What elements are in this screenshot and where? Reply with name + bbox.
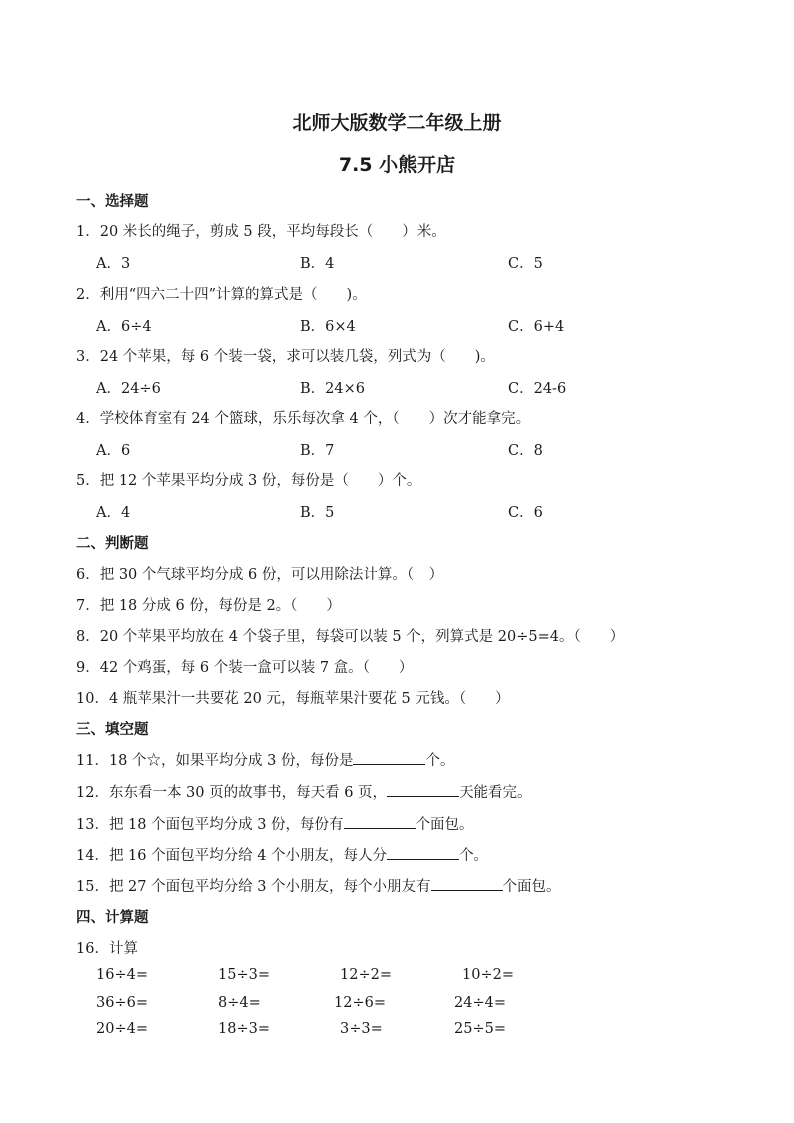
calc-item: 12÷6=: [334, 995, 386, 1011]
section-heading-choice: 一、选择题: [76, 194, 149, 210]
calc-item: 8÷4=: [218, 995, 261, 1011]
question-11-suffix: 个。: [425, 753, 455, 769]
section-heading-judge: 二、判断题: [76, 536, 149, 552]
question-1: 1．20 米长的绳子，剪成 5 段，平均每段长（ ）米。: [76, 224, 446, 240]
question-4: 4．学校体育室有 24 个篮球，乐乐每次拿 4 个，（ ）次才能拿完。: [76, 411, 531, 427]
page-subtitle: 7.5 小熊开店: [338, 154, 456, 176]
calc-item: 16÷4=: [96, 967, 148, 983]
question-8: 8．20 个苹果平均放在 4 个袋子里，每袋可以装 5 个，列算式是 20÷5=4。（ ）: [76, 629, 625, 645]
question-14: [76, 844, 488, 865]
calc-item: 20÷4=: [96, 1021, 148, 1037]
question-3: 3．24 个苹果，每 6 个装一袋，求可以装几袋，列式为（ )。: [76, 349, 495, 365]
calc-item: 18÷3=: [218, 1021, 270, 1037]
calc-item: 12÷2=: [340, 967, 392, 983]
question-15-suffix: 个面包。: [502, 879, 561, 895]
option-4a: A．6: [96, 443, 131, 459]
option-2c: C．6+4: [508, 319, 565, 335]
option-2a: A．6÷4: [96, 319, 152, 335]
question-12-text: 12．东东看一本 30 页的故事书，每天看 6 页，: [76, 785, 388, 801]
question-15-text: 15．把 27 个面包平均分给 3 个小朋友，每个小朋友有: [76, 879, 431, 895]
option-5a: A．4: [96, 505, 131, 521]
question-13: [76, 813, 474, 834]
section-heading-calc: 四、计算题: [76, 910, 149, 926]
option-4b: B．7: [300, 443, 335, 459]
calc-item: 15÷3=: [218, 967, 270, 983]
option-1a: A．3: [96, 256, 131, 272]
question-9: 9．42 个鸡蛋，每 6 个装一盒可以装 7 盒。（ ）: [76, 660, 414, 676]
calc-item: 36÷6=: [96, 995, 148, 1011]
question-12: [76, 781, 532, 802]
option-5b: B．5: [300, 505, 335, 521]
question-12-suffix: 天能看完。: [459, 785, 532, 801]
answer-blank-14[interactable]: [387, 845, 459, 860]
question-14-text: 14．把 16 个面包平均分给 4 个小朋友，每人分: [76, 848, 388, 864]
answer-blank-15[interactable]: [431, 876, 503, 891]
question-11-text: 11．18 个☆，如果平均分成 3 份，每份是: [76, 753, 354, 769]
option-3c: C．24-6: [508, 381, 567, 397]
question-13-text: 13．把 18 个面包平均分成 3 份，每份有: [76, 817, 344, 833]
answer-blank-11[interactable]: [353, 750, 425, 765]
option-1c: C．5: [508, 256, 543, 272]
question-5: 5．把 12 个苹果平均分成 3 份，每份是（ ）个。: [76, 473, 422, 489]
section-heading-fill: 三、填空题: [76, 722, 149, 738]
question-14-suffix: 个。: [459, 848, 489, 864]
question-11: [76, 749, 454, 770]
option-3a: A．24÷6: [96, 381, 161, 397]
answer-blank-12[interactable]: [387, 782, 459, 797]
question-2: 2．利用“四六二十四”计算的算式是（ )。: [76, 287, 367, 303]
calc-item: 3÷3=: [340, 1021, 383, 1037]
question-15: [76, 875, 561, 896]
question-16: 16．计算: [76, 941, 138, 957]
question-13-suffix: 个面包。: [415, 817, 474, 833]
calc-item: 24÷4=: [454, 995, 506, 1011]
page-title: 北师大版数学二年级上册: [292, 112, 502, 134]
question-10: 10．4 瓶苹果汁一共要花 20 元，每瓶苹果汁要花 5 元钱。（ ）: [76, 691, 510, 707]
option-1b: B．4: [300, 256, 335, 272]
question-7: 7．把 18 分成 6 份，每份是 2。（ ）: [76, 598, 341, 614]
question-6: 6．把 30 个气球平均分成 6 份，可以用除法计算。（ ）: [76, 567, 444, 583]
option-2b: B．6×4: [300, 319, 356, 335]
option-5c: C．6: [508, 505, 543, 521]
answer-blank-13[interactable]: [344, 814, 416, 829]
calc-item: 25÷5=: [454, 1021, 506, 1037]
calc-item: 10÷2=: [462, 967, 514, 983]
option-4c: C．8: [508, 443, 543, 459]
option-3b: B．24×6: [300, 381, 365, 397]
